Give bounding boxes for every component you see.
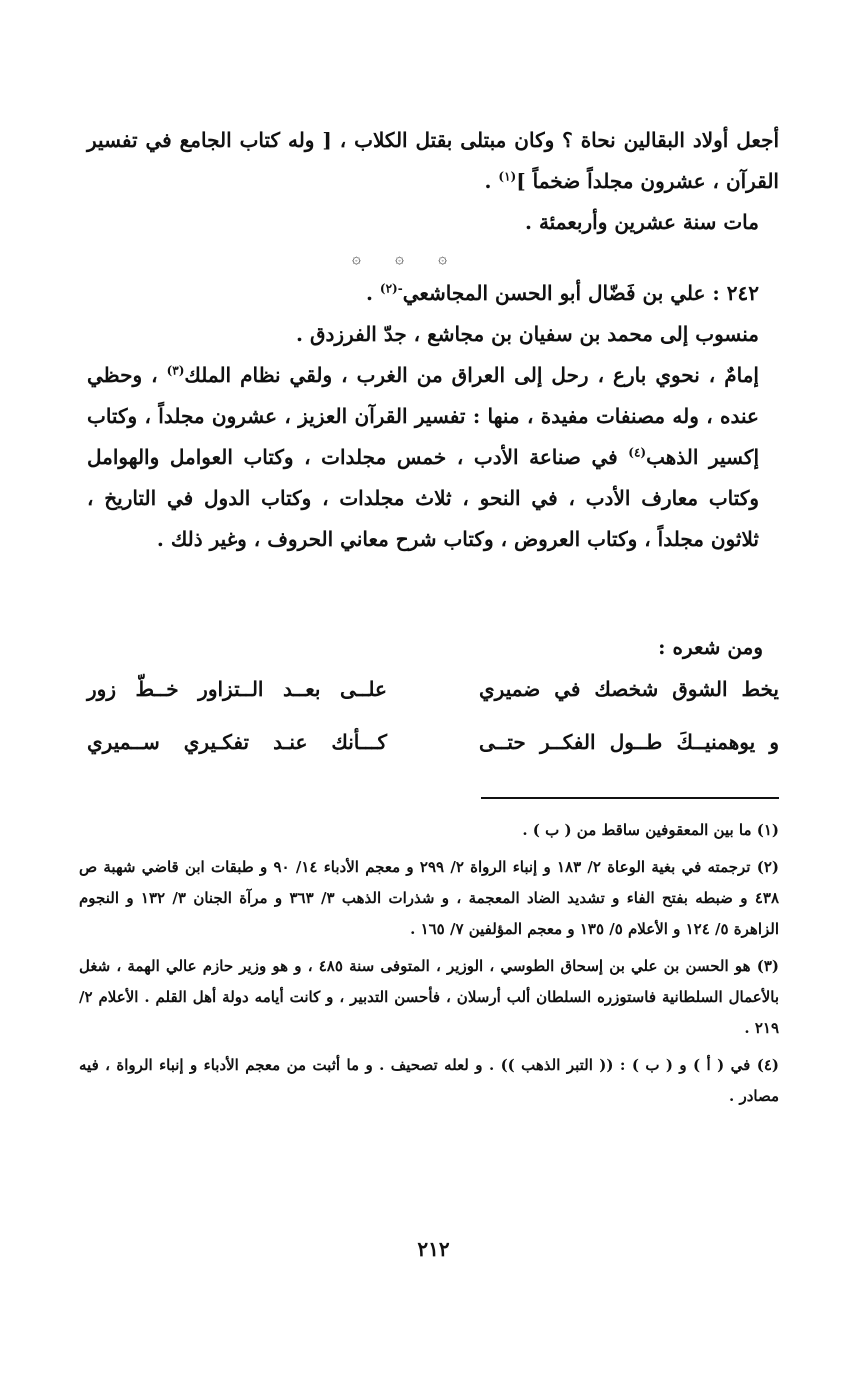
footnote-3: (٣) هو الحسن بن علي بن إسحاق الطوسي ، الوزير ، المتوفى سنة ٤٨٥ ، و هو وزير حازم عالي الهمة ، شغل بالأعمال السلطانية فاستوزره السلطان ألب أرسلان ، فأحسن التدبير ، و كانت أيامه دولة أهل القلم . الأعلام ٢/ ٢١٩ . [79,957,779,1037]
death-year-line: مات سنة عشرين وأربعمئة . [525,210,759,234]
page-number: ٢١٢ [417,1237,450,1261]
footnote-separator [481,797,779,799]
main-text [87,120,779,560]
ornament-glyph: ۞ [438,249,447,267]
ornament-glyph: ۞ [395,249,404,267]
verse-first-hemistich: يخط الشوق شخصك في ضميري [479,677,779,701]
biography-paragraph: إمامٌ ، نحوي بارع ، رحل إلى العراق من الغرب ، ولقي نظام الملك$^{(٣)}$ ، وحظي عنده ، وله مصنفات مفيدة ، منها : تفسير القرآن العزيز ، عشرون مجلداً ، وكتاب إكسير الذهب$^{(٤)}$ في صناعة الأدب ، خمس مجلدات ، وكتاب العوامل والهوامل وكتاب معارف الأدب ، في النحو ، ثلاث مجلدات ، وكتاب الدول في التاريخ ، ثلاثون مجلداً ، وكتاب العروض ، وكتاب شرح معاني الحروف ، وغير ذلك . [87,363,759,551]
footnote-ref-3: (٣) [166,363,185,378]
footnote-ref-2: -(٢) [379,281,403,296]
footnote-ref-1: (١) [498,169,517,184]
footnote-ref-4: (٤) [628,445,647,460]
verse-second-hemistich: علــى بعــد الــتزاور خــطّ زور [87,677,387,701]
lineage-line: منسوب إلى محمد بن سفيان بن مجاشع ، جدّ الفرزدق . [296,322,759,346]
footnote-2: (٢) ترجمته في بغية الوعاة ٢/ ١٨٣ و إنباء الرواة ٢/ ٢٩٩ و معجم الأدباء ١٤/ ٩٠ و طبقات ابن قاضي شهبة ص ٤٣٨ و ضبطه بفتح الفاء و تشديد الضاد المعجمة ، و شذرات الذهب ٣/ ٣٦٣ و مرآة الجنان ٣/ ١٣٢ و النجوم الزاهرة ٥/ ١٢٤ و الأعلام ٥/ ١٣٥ و معجم المؤلفين ٧/ ١٦٥ . [79,858,780,938]
section-ornament [352,248,447,268]
ornament-glyph: ۞ [352,249,361,267]
verse-line [87,730,779,770]
verse-first-hemistich: و يوهمنيــكَ طــول الفكــر حتــى [479,730,779,754]
verse-intro: ومن شعره : [658,635,763,659]
footnote-4: (٤) في ( أ ) و ( ب ) : (( التبر الذهب )) . و لعله تصحيف . و ما أثبت من معجم الأدباء و إنباء الرواة ، فيه مصادر . [79,1056,779,1105]
footnote-1: (١) ما بين المعقوفين ساقط من ( ب ) . [522,821,779,839]
footnotes [79,815,779,1118]
verse-second-hemistich: كـــأنك عنـد تفكـيري ســميري [87,730,387,754]
verse-line [87,677,779,717]
entry-heading: ٢٤٢ : علي بن فَضّال أبو الحسن المجاشعي$^{-(٢)}$ . [365,281,759,305]
paragraph-1: أجعل أولاد البقالين نحاة ؟ وكان مبتلى بقتل الكلاب ، [ وله كتاب الجامع في تفسير القرآن ، عشرون مجلداً ضخماً ]$^{(١)}$ . [87,128,779,193]
